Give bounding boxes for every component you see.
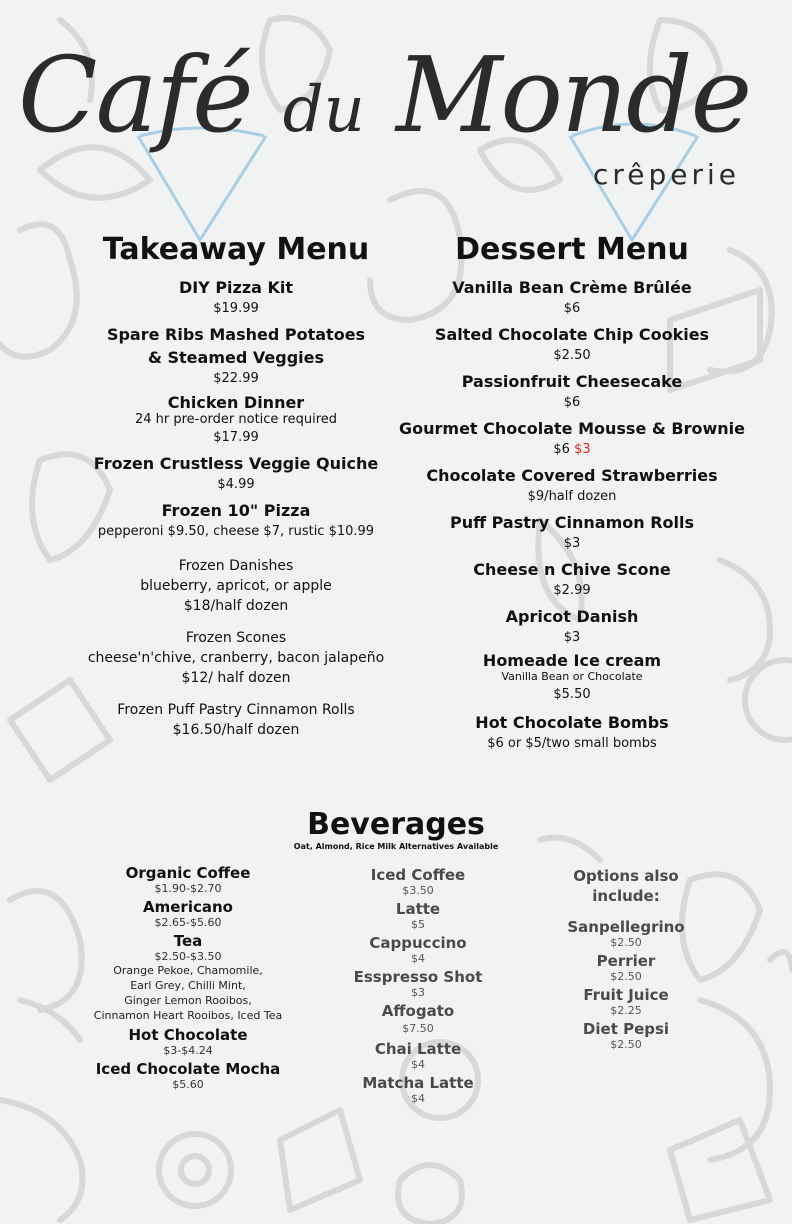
- menu-item: [60, 276, 412, 319]
- item-price: $3: [563, 630, 581, 645]
- item-price: $12/ half dozen: [181, 670, 291, 686]
- item-options: blueberry, apricot, or apple: [140, 578, 332, 594]
- beverage-name: Tea: [173, 932, 203, 950]
- menu-item: [392, 558, 752, 601]
- beverage-item: [546, 986, 706, 1017]
- item-note: Vanilla Bean or Chocolate: [501, 670, 643, 683]
- beverage-item: [328, 866, 508, 897]
- beverage-price: $5.60: [172, 1078, 204, 1091]
- beverage-item: [70, 932, 306, 1023]
- item-name: Frozen Puff Pastry Cinnamon Rolls: [117, 702, 355, 718]
- beverage-price: $3-$4.24: [163, 1044, 213, 1057]
- beverage-item: [70, 1060, 306, 1091]
- beverage-name: Cappuccino: [369, 934, 467, 952]
- beverage-name: Matcha Latte: [362, 1074, 474, 1092]
- beverage-price: $2.50-$3.50: [154, 950, 222, 963]
- menu-item: [392, 370, 752, 413]
- item-price: $18/half dozen: [183, 598, 289, 614]
- beverage-item: [70, 898, 306, 929]
- beverage-price: $2.50: [610, 970, 642, 983]
- menu-item: [392, 417, 752, 460]
- beverage-item: [328, 968, 508, 999]
- menu-item: [60, 452, 412, 495]
- beverage-price: $2.50: [610, 1038, 642, 1051]
- beverages-column-2: [328, 866, 508, 1105]
- item-name: Frozen 10" Pizza: [161, 501, 311, 520]
- menu-item: [392, 323, 752, 366]
- item-price: $4.99: [217, 477, 255, 492]
- menu-item: [392, 652, 752, 707]
- beverage-price: $4: [411, 952, 425, 965]
- beverage-item: [328, 1002, 508, 1038]
- item-name: Spare Ribs Mashed Potatoes: [106, 325, 366, 344]
- item-name: Vanilla Bean Crème Brûlée: [452, 278, 692, 297]
- item-name: Homeade Ice cream: [482, 651, 662, 670]
- logo-monde: Monde: [395, 34, 751, 156]
- beverage-name: Chai Latte: [374, 1040, 462, 1058]
- beverage-name: Esspresso Shot: [353, 968, 483, 986]
- item-price: $2.99: [553, 583, 591, 598]
- item-price: $9/half dozen: [527, 489, 617, 504]
- beverage-options: Earl Grey, Chilli Mint,: [130, 979, 246, 992]
- item-price: $6: [563, 395, 581, 410]
- menu-item: [60, 628, 412, 688]
- item-name: Apricot Danish: [505, 607, 639, 626]
- item-price: pepperoni $9.50, cheese $7, rustic $10.99: [97, 524, 375, 539]
- beverage-item: [328, 1074, 508, 1105]
- item-name: Frozen Danishes: [178, 558, 294, 574]
- menu-item: [392, 605, 752, 648]
- item-price: $6 or $5/two small bombs: [487, 736, 657, 751]
- beverage-name: Perrier: [596, 952, 656, 970]
- item-price: $19.99: [213, 301, 259, 316]
- beverages-column-3: [546, 866, 706, 1051]
- beverage-price: $3: [411, 986, 425, 999]
- item-name-line-2: & Steamed Veggies: [147, 348, 324, 367]
- beverage-price: $5: [411, 918, 425, 931]
- beverage-item: [70, 864, 306, 895]
- beverage-price: $7.50: [402, 1022, 434, 1035]
- item-name: Frozen Crustless Veggie Quiche: [93, 454, 379, 473]
- item-price: $3: [563, 536, 581, 551]
- beverage-name: Iced Coffee: [370, 866, 466, 884]
- menu-item: [60, 393, 412, 448]
- logo-cafe: Café: [18, 34, 252, 156]
- beverage-name: Americano: [143, 898, 233, 916]
- item-note: 24 hr pre-order notice required: [134, 412, 338, 427]
- item-price: $22.99: [213, 371, 259, 386]
- beverages-column-1: [70, 864, 306, 1091]
- item-name: Cheese n Chive Scone: [473, 560, 671, 579]
- beverage-price: $2.25: [610, 1004, 642, 1017]
- beverages-header: [246, 808, 546, 852]
- beverage-item: [328, 1040, 508, 1071]
- beverage-name: Hot Chocolate: [128, 1026, 248, 1044]
- beverage-options: Cinnamon Heart Rooibos, Iced Tea: [93, 1009, 283, 1022]
- beverage-name: Diet Pepsi: [582, 1020, 670, 1038]
- dessert-heading: Dessert Menu: [455, 232, 689, 267]
- logo-du: du: [282, 73, 365, 147]
- menu-item: [392, 276, 752, 319]
- item-price: $6: [553, 442, 570, 457]
- menu-item: [60, 323, 412, 389]
- beverage-options: Orange Pekoe, Chamomile,: [113, 964, 263, 977]
- item-options: cheese'n'chive, cranberry, bacon jalapeño: [87, 650, 385, 666]
- item-name: Salted Chocolate Chip Cookies: [434, 325, 710, 344]
- beverage-options: Ginger Lemon Rooibos,: [124, 994, 252, 1007]
- menu-item: [392, 464, 752, 507]
- beverage-price: $3.50: [402, 884, 434, 897]
- beverage-price: $2.65-$5.60: [154, 916, 222, 929]
- menu-item: [60, 556, 412, 616]
- item-price: $6: [563, 301, 581, 316]
- options-heading-line-2: include:: [592, 887, 660, 905]
- beverage-price: $1.90-$2.70: [154, 882, 222, 895]
- beverages-note: Oat, Almond, Rice Milk Alternatives Available: [293, 842, 499, 851]
- item-name: Frozen Scones: [185, 630, 287, 646]
- beverage-name: Organic Coffee: [125, 864, 251, 882]
- options-heading: Options also: [573, 867, 679, 885]
- item-name: Passionfruit Cheesecake: [461, 372, 683, 391]
- item-price: $5.50: [553, 687, 591, 702]
- menu-item: [392, 511, 752, 554]
- beverage-price: $4: [411, 1092, 425, 1105]
- beverage-item: [328, 934, 508, 965]
- item-name: Chicken Dinner: [167, 393, 305, 412]
- beverage-name: Fruit Juice: [583, 986, 669, 1004]
- dessert-menu: [392, 232, 752, 754]
- beverage-name: Iced Chocolate Mocha: [95, 1060, 281, 1078]
- beverage-price: $4: [411, 1058, 425, 1071]
- item-price: $2.50: [553, 348, 591, 363]
- takeaway-heading: Takeaway Menu: [102, 232, 370, 267]
- menu-item: [392, 711, 752, 754]
- beverage-name: Sanpellegrino: [567, 918, 685, 936]
- item-name: DIY Pizza Kit: [178, 278, 294, 297]
- item-price: $16.50/half dozen: [172, 722, 300, 738]
- item-sale-price: $3: [574, 442, 591, 457]
- beverage-item: [546, 1020, 706, 1051]
- takeaway-menu: [60, 232, 412, 740]
- beverage-name: Affogato: [381, 1002, 455, 1020]
- item-name: Gourmet Chocolate Mousse & Brownie: [399, 419, 745, 438]
- logo-wordmark: [18, 34, 778, 165]
- menu-item: [60, 700, 412, 740]
- beverage-item: [546, 952, 706, 983]
- beverage-item: [70, 1026, 306, 1057]
- item-price: $17.99: [213, 430, 259, 445]
- item-name: Chocolate Covered Strawberries: [426, 466, 718, 485]
- logo-subtitle: crêperie: [592, 158, 740, 191]
- beverage-item: [328, 900, 508, 931]
- beverage-item: [546, 918, 706, 949]
- item-name: Puff Pastry Cinnamon Rolls: [449, 513, 695, 532]
- item-price-group: [392, 440, 752, 460]
- menu-item: [60, 499, 412, 542]
- beverages-heading: Beverages: [307, 807, 485, 842]
- beverage-name: Latte: [395, 900, 441, 918]
- beverage-price: $2.50: [610, 936, 642, 949]
- item-name: Hot Chocolate Bombs: [475, 713, 669, 732]
